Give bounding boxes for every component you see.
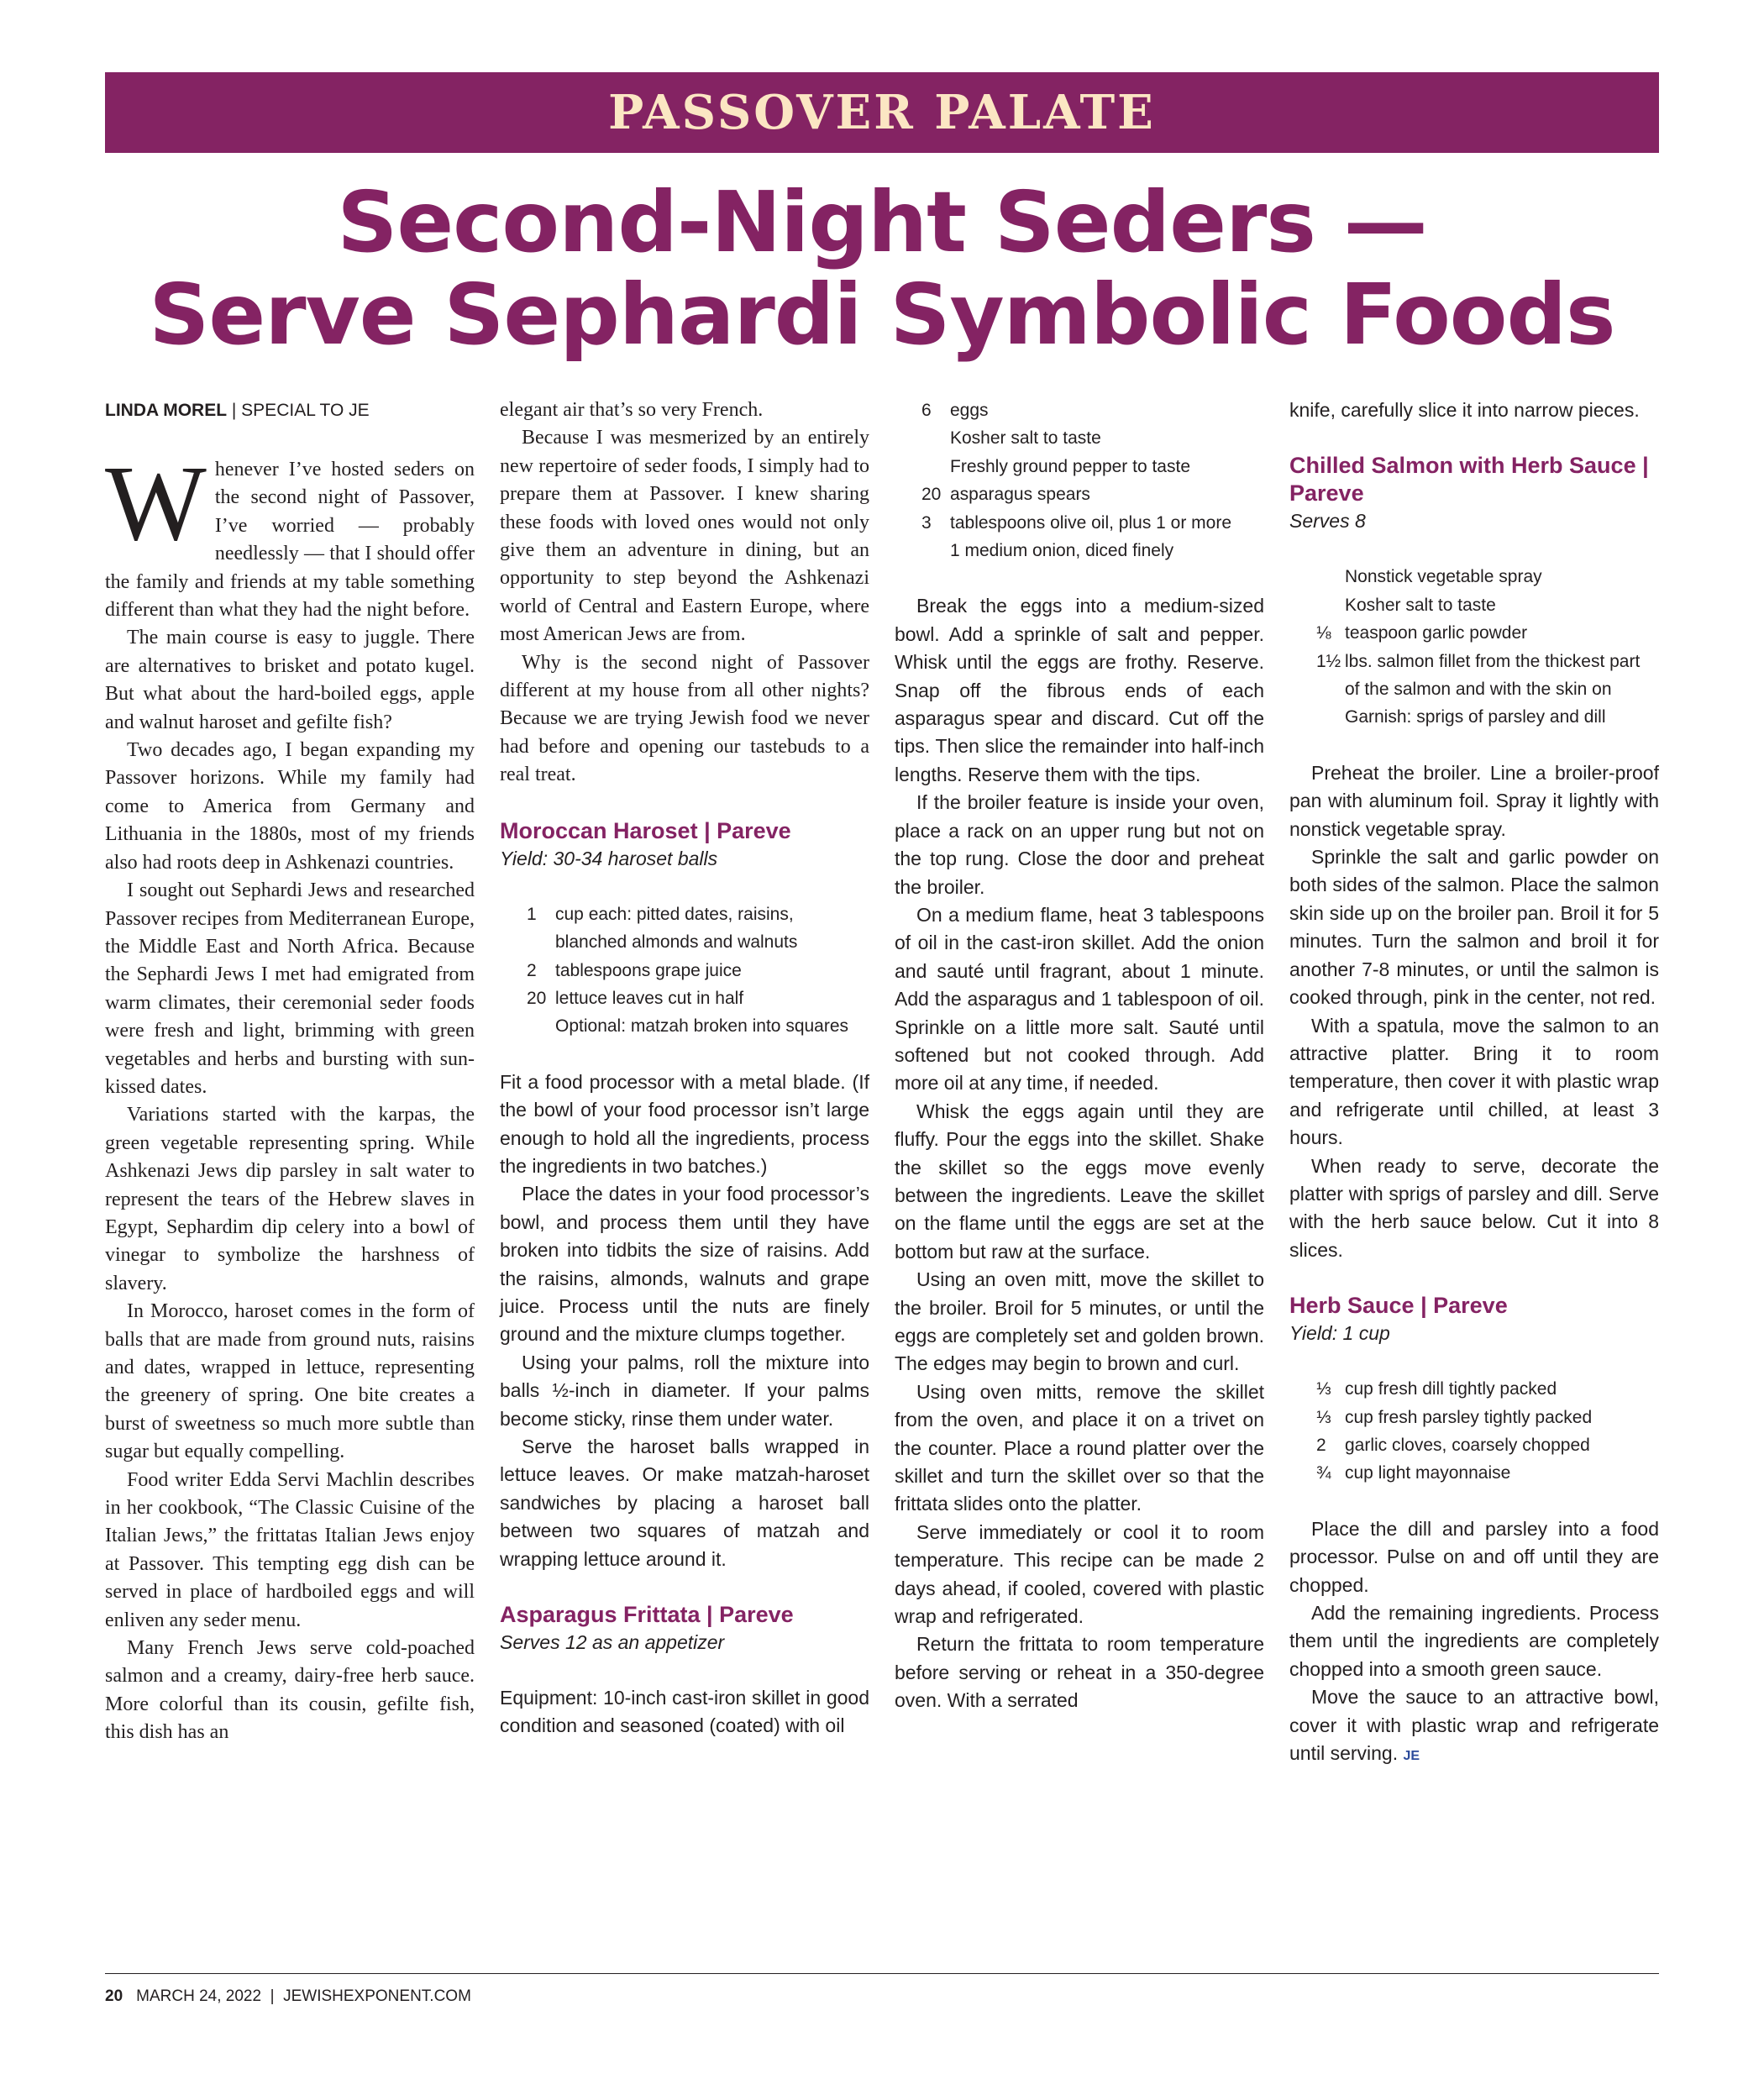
ingredient-item: Nonstick vegetable spray xyxy=(1345,567,1542,587)
spacer xyxy=(500,790,869,817)
recipe-title-frittata: Asparagus Frittata | Pareve xyxy=(500,1602,794,1628)
recipe-step: knife, carefully slice it into narrow pieces. xyxy=(1289,399,1640,421)
ingredient-item: 6 eggs xyxy=(921,401,989,420)
recipe-step: Serve the haroset balls wrapped in lettuce leaves. Or make matzah-haroset sandwiches by placing a haroset ball between two squares of matzah and wrapping lettuce around it. xyxy=(500,1436,869,1570)
article-paragraph: I sought out Sephardi Jews and researched Passover recipes from Mediterranean Europe, the Middle East and North Africa. Because the Sephardi Jews I met had emigrated from warm climates, their ceremonial seder foods were fresh and light, brimming with green vegetables and herbs and bursting with sun-kissed dates. xyxy=(105,879,475,1098)
column-2 xyxy=(500,396,869,1740)
column-3 xyxy=(895,396,1264,1715)
recipe-yield-haroset: Yield: 30-34 haroset balls xyxy=(500,847,718,869)
recipe-steps-frittata xyxy=(895,592,1264,1714)
recipe-step: Break the eggs into a medium-sized bowl. Add a sprinkle of salt and pepper. Whisk until the eggs are frothy. Reserve. Snap off the fibrous ends of each asparagus spear and discard. Cut off the tips. Then slice the remainder into half-inch lengths. Reserve them with the tips. xyxy=(895,595,1264,785)
recipe-steps-salmon xyxy=(1289,759,1659,1264)
article-paragraph: elegant air that’s so very French. xyxy=(500,399,764,421)
byline-separator: | xyxy=(227,401,242,420)
byline xyxy=(105,396,475,424)
recipe-equipment: Equipment: 10-inch cast-iron skillet in good condition and seasoned (coated) with oil xyxy=(500,1687,869,1737)
ingredient-item: ⅓ cup fresh dill tightly packed xyxy=(1316,1379,1557,1399)
ingredient-item: 1 cup each: pitted dates, raisins, blanched almonds and walnuts xyxy=(527,904,798,953)
recipe-step: Using your palms, roll the mixture into balls ½-inch in diameter. If your palms become sticky, rinse them under water. xyxy=(500,1351,869,1430)
recipe-title-herb-sauce: Herb Sauce | Pareve xyxy=(1289,1293,1508,1319)
recipe-step: Place the dill and parsley into a food processor. Pulse on and off until they are chopped. xyxy=(1289,1517,1659,1596)
recipe-step: Using oven mitts, remove the skillet from the oven, and place it on a trivet on the counter. Place a round platter over the skillet and turn the skillet over so that the frittata slides onto the platter. xyxy=(895,1380,1264,1515)
ingredient-list-salmon xyxy=(1289,563,1659,731)
byline-affiliation: SPECIAL TO JE xyxy=(241,401,370,420)
page-footer xyxy=(105,1987,471,2006)
recipe-steps-frittata-continued xyxy=(1289,396,1659,424)
spacer xyxy=(1289,1264,1659,1292)
recipe-yield-frittata: Serves 12 as an appetizer xyxy=(500,1631,725,1654)
ingredient-item: 2 garlic cloves, coarsely chopped xyxy=(1316,1435,1590,1455)
recipe-step: When ready to serve, decorate the platter with sprigs of parsley and dill. Serve with the herb sauce below. Cut it into 8 slices. xyxy=(1289,1154,1659,1261)
ingredient-item: Garnish: sprigs of parsley and dill xyxy=(1345,707,1606,727)
recipe-title-salmon: Chilled Salmon with Herb Sauce | Pareve xyxy=(1289,453,1649,507)
recipe-step: Move the sauce to an attractive bowl, cover it with plastic wrap and refrigerate until serving. JE xyxy=(1289,1686,1659,1765)
recipe-steps-herb-sauce xyxy=(1289,1515,1659,1771)
recipe-step: Sprinkle the salt and garlic powder on both sides of the salmon. Place the salmon skin side up on the broiler pan. Broil it for 5 minutes. Turn the salmon and broil it for another 7-8 minutes, or until the salmon is cooked through, pink in the center, not red. xyxy=(1289,846,1659,1009)
recipe-yield-salmon: Serves 8 xyxy=(1289,510,1366,533)
section-banner-label: PASSOVER PALATE xyxy=(608,85,1156,140)
headline xyxy=(84,173,1680,364)
article-body-part-1 xyxy=(105,444,475,1747)
recipe-step: Serve immediately or cool it to room temperature. This recipe can be made 2 days ahead, if cooled, covered with plastic wrap and refrigerated. xyxy=(895,1520,1264,1628)
article-paragraph: Food writer Edda Servi Machlin describes in her cookbook, “The Classic Cuisine of the Italian Jews,” the frittatas Italian Jews enjoy at Passover. This tempting egg dish can be served in place of hardboiled eggs and will enliven any seder menu. xyxy=(105,1468,475,1631)
recipe-steps-haroset xyxy=(500,1068,869,1573)
ingredient-item: ⅛ teaspoon garlic powder xyxy=(1316,623,1528,643)
drop-cap: W xyxy=(105,444,207,563)
ingredient-item: 1½ lbs. salmon fillet from the thickest part of the salmon and with the skin on xyxy=(1316,651,1641,700)
article-paragraph: In Morocco, haroset comes in the form of balls that are made from ground nuts, raisins and dates, wrapped in lettuce, representing the greenery of spring. One bite creates a burst of sweetness so much more subtle than sugar but equally compelling. xyxy=(105,1300,475,1463)
byline-author: LINDA MOREL xyxy=(105,401,228,420)
recipe-step: On a medium flame, heat 3 tablespoons of oil in the cast-iron skillet. Add the onion and sauté until fragrant, about 1 minute. Add the asparagus and 1 tablespoon of oil. Sprinkle on a little more salt. Sauté until softened but not cooked through. Add more oil at any time, if needed. xyxy=(895,903,1264,1095)
ingredient-item: 3 tablespoons olive oil, plus 1 or more xyxy=(921,512,1232,533)
spacer xyxy=(1289,424,1659,452)
page-number: 20 xyxy=(105,1987,123,2005)
recipe-step: Using an oven mitt, move the skillet to the broiler. Broil for 5 minutes, or until the eggs are completely set and golden brown. The edges may begin to brown and curl. xyxy=(895,1268,1264,1375)
recipe-title-haroset: Moroccan Haroset | Pareve xyxy=(500,817,791,843)
article-paragraph: The main course is easy to juggle. There are alternatives to brisket and potato kugel. But what about the hard-boiled eggs, apple and walnut haroset and gefilte fish? xyxy=(105,627,475,733)
ingredient-item: 2 tablespoons grape juice xyxy=(527,960,742,980)
section-banner xyxy=(105,72,1659,153)
end-mark: JE xyxy=(1403,1749,1420,1764)
ingredient-item: 1 medium onion, diced finely xyxy=(950,541,1174,561)
ingredient-item: 20 asparagus spears xyxy=(921,485,1090,505)
column-1 xyxy=(105,396,475,1747)
headline-line-1: Second-Night Seders — xyxy=(337,173,1427,271)
footer-divider xyxy=(105,1973,1659,1974)
spacer xyxy=(500,1573,869,1601)
article-paragraph: Why is the second night of Passover different at my house from all other nights? Because we are trying Jewish food we never had before and opening our tastebuds to a real treat. xyxy=(500,651,869,786)
recipe-step: Add the remaining ingredients. Process them until the ingredients are completely chopped into a smooth green sauce. xyxy=(1289,1602,1659,1680)
recipe-yield-herb-sauce: Yield: 1 cup xyxy=(1289,1322,1390,1345)
ingredient-item: ¾ cup light mayonnaise xyxy=(1316,1463,1511,1483)
article-paragraph: Many French Jews serve cold-poached salmon and a creamy, dairy-free herb sauce. More colorful than its cousin, gefilte fish, this dish has an xyxy=(105,1637,475,1744)
ingredient-list-herb-sauce xyxy=(1289,1375,1659,1488)
ingredient-item: 20 lettuce leaves cut in half xyxy=(527,988,744,1008)
ingredient-list-haroset xyxy=(500,900,869,1041)
recipe-step: If the broiler feature is inside your oven, place a rack on an upper rung but not on the top rung. Close the door and preheat the broiler. xyxy=(895,791,1264,898)
ingredient-item: Kosher salt to taste xyxy=(1345,595,1496,615)
recipe-step: Whisk the eggs again until they are fluffy. Pour the eggs into the skillet. Shake the skillet so the eggs move evenly between the ingredients. Leave the skillet on the flame until the eggs are set at the bottom but raw at the surface. xyxy=(895,1100,1264,1263)
ingredient-list-frittata xyxy=(895,396,1264,564)
recipe-step: Return the frittata to room temperature before serving or reheat in a 350-degree oven. With a serrated xyxy=(895,1633,1264,1712)
ingredient-item: ⅓ cup fresh parsley tightly packed xyxy=(1316,1407,1593,1427)
recipe-step: With a spatula, move the salmon to an attractive platter. Bring it to room temperature, then cover it with plastic wrap and refrigerate until chilled, at least 3 hours. xyxy=(1289,1014,1659,1149)
article-paragraph: Variations started with the karpas, the green vegetable representing spring. While Ashkenazi Jews dip parsley in salt water to represent the tears of the Hebrew slaves in Egypt, Sephardim dip celery into a bowl of vinegar to symbolize the harshness of slavery. xyxy=(105,1104,475,1294)
headline-line-2: Serve Sephardi Symbolic Foods xyxy=(149,265,1615,364)
article-paragraph: Whenever I’ve hosted seders on the second night of Passover, I’ve worried — probably needlessly — that I should offer the family and friends at my table something different than what they had the night before. xyxy=(105,444,475,622)
column-4 xyxy=(1289,396,1659,1770)
recipe-step: Place the dates in your food processor’s bowl, and process them until they have broken into tidbits the size of raisins. Add the raisins, almonds, walnuts and grape juice. Process until the nuts are finely ground and the mixture clumps together. xyxy=(500,1183,869,1346)
ingredient-item: Optional: matzah broken into squares xyxy=(555,1016,849,1037)
ingredient-item: Freshly ground pepper to taste xyxy=(950,456,1191,476)
article-paragraph: Two decades ago, I began expanding my Passover horizons. While my family had come to America from Germany and Lithuania in the 1880s, most of my friends also had roots deep in Ashkenazi countries. xyxy=(105,739,475,874)
ingredient-item: Kosher salt to taste xyxy=(950,428,1101,449)
recipe-equipment-frittata xyxy=(500,1684,869,1740)
recipe-step: Fit a food processor with a metal blade. (If the bowl of your food processor isn’t large enough to hold all the ingredients, process the ingredients in two batches.) xyxy=(500,1070,869,1177)
recipe-step: Preheat the broiler. Line a broiler-proof pan with aluminum foil. Spray it lightly with nonstick vegetable spray. xyxy=(1289,761,1659,840)
article-body-part-2 xyxy=(500,396,869,790)
footer-text: MARCH 24, 2022 | JEWISHEXPONENT.COM xyxy=(136,1987,471,2005)
article-paragraph: Because I was mesmerized by an entirely new repertoire of seder foods, I simply had to prepare them at Passover. I knew sharing these foods with loved ones would not only give them an adventure in dining, but an opportunity to step beyond the Ashkenazi world of Central and Eastern Europe, where most American Jews are from. xyxy=(500,427,869,646)
